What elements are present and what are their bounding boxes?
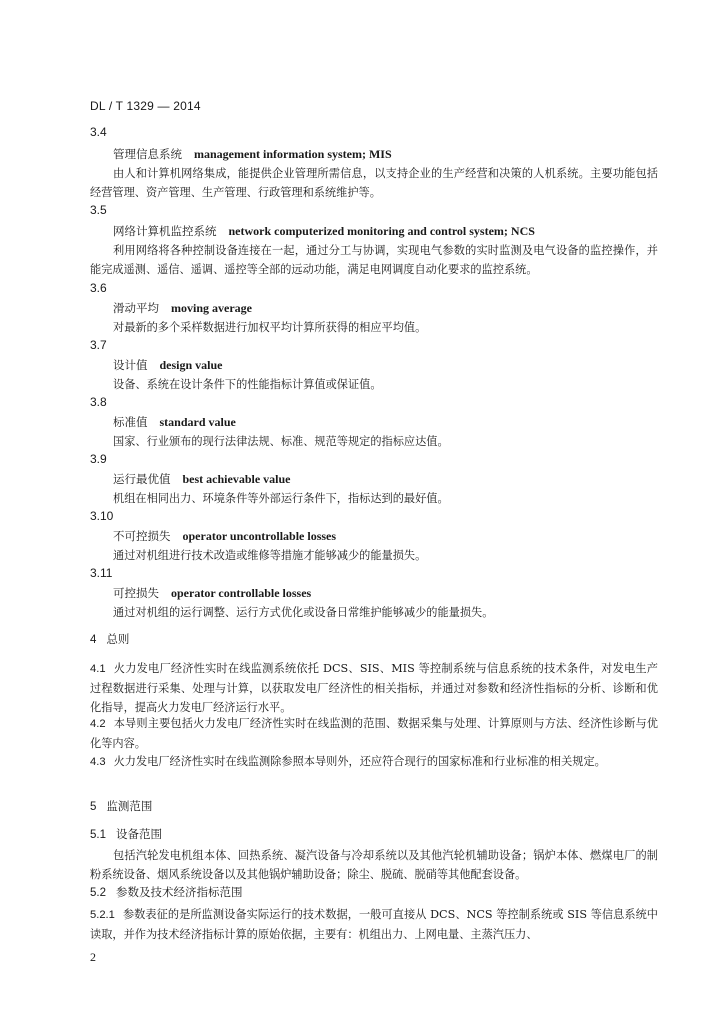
clause-number: 3.5 xyxy=(90,203,107,217)
subsection-heading xyxy=(90,826,162,842)
paragraph-5-1: 包括汽轮发电机组本体、回热系统、凝汽设备与冷却系统以及其他汽轮机辅助设备；锅炉本体、燃煤电厂的制粉系统设备、烟风系统设备以及其他锅炉辅助设备；除尘、脱硫、脱硝等其他配套设备。 xyxy=(90,849,658,881)
term-title xyxy=(113,223,535,239)
clause-number: 3.6 xyxy=(90,281,107,295)
term-chinese: 不可控损失 xyxy=(113,529,171,543)
paragraph-text: 本导则主要包括火力发电厂经济性实时在线监测的范围、数据采集与处理、计算原则与方法、经济性诊断与优化等内容。 xyxy=(90,717,658,750)
section-title: 总则 xyxy=(106,632,130,646)
term-title xyxy=(113,357,223,373)
subsection-number: 5.1 xyxy=(90,829,106,841)
standard-code-header: DL / T 1329 — 2014 xyxy=(90,99,201,113)
section-heading xyxy=(90,631,129,647)
paragraph-4-3 xyxy=(90,752,658,772)
paragraph-number: 4.3 xyxy=(90,756,106,768)
subsection-heading xyxy=(90,884,243,900)
term-title xyxy=(113,585,311,601)
term-definition: 通过对机组的运行调整、运行方式优化或设备日常维护能够减少的能量损失。 xyxy=(113,606,494,619)
term-definition: 设备、系统在设计条件下的性能指标计算值或保证值。 xyxy=(113,378,382,391)
term-definition: 由人和计算机网络集成，能提供企业管理所需信息，以支持企业的生产经营和决策的人机系统。主要功能包括经营管理、资产管理、生产管理、行政管理和系统维护等。 xyxy=(90,167,658,199)
term-chinese: 运行最优值 xyxy=(113,472,171,486)
term-chinese: 标准值 xyxy=(113,415,148,429)
section-number: 4 xyxy=(90,634,97,646)
term-title xyxy=(113,300,252,316)
subsection-title: 设备范围 xyxy=(116,827,162,841)
term-definition: 对最新的多个采样数据进行加权平均计算所获得的相应平均值。 xyxy=(113,321,427,334)
term-title xyxy=(113,414,236,430)
term-chinese: 管理信息系统 xyxy=(113,147,182,161)
term-chinese: 可控损失 xyxy=(113,586,159,600)
term-english: management information system; MIS xyxy=(194,147,392,161)
term-chinese: 设计值 xyxy=(113,358,148,372)
paragraph-number: 4.2 xyxy=(90,718,106,730)
term-definition: 通过对机组进行技术改造或维修等措施才能够减少的能量损失。 xyxy=(113,549,427,562)
subsection-title: 参数及技术经济指标范围 xyxy=(116,885,243,899)
paragraph-4-1 xyxy=(90,659,658,717)
term-english: standard value xyxy=(159,415,236,429)
paragraph-number: 4.1 xyxy=(90,663,106,675)
term-chinese: 滑动平均 xyxy=(113,301,159,315)
term-english: network computerized monitoring and control system; NCS xyxy=(228,224,535,238)
term-title xyxy=(113,528,336,544)
term-title xyxy=(113,471,291,487)
term-definition: 机组在相同出力、环境条件等外部运行条件下，指标达到的最好值。 xyxy=(113,492,449,505)
term-definition: 国家、行业颁布的现行法律法规、标准、规范等规定的指标应达值。 xyxy=(113,435,449,448)
term-title xyxy=(113,146,392,162)
page-number: 2 xyxy=(90,950,96,964)
paragraph-text: 火力发电厂经济性实时在线监测系统依托 DCS、SIS、MIS 等控制系统与信息系统的技术条件，对发电生产过程数据进行采集、处理与计算，以获取发电厂经济性的相关指标，并通过对参数和经济性指标的分析、诊断和优化指导，提高火力发电厂经济运行水平。 xyxy=(90,662,658,714)
term-definition: 利用网络将各种控制设备连接在一起，通过分工与协调，实现电气参数的实时监测及电气设备的监控操作，并能完成遥测、遥信、遥调、遥控等全部的远动功能，满足电网调度自动化要求的监控系统。 xyxy=(90,244,658,276)
clause-number: 3.10 xyxy=(90,509,114,523)
term-english: design value xyxy=(159,358,223,372)
clause-number: 3.11 xyxy=(90,566,113,580)
paragraph-4-2 xyxy=(90,714,658,753)
subsection-number: 5.2 xyxy=(90,887,106,899)
paragraph-text: 火力发电厂经济性实时在线监测除参照本导则外，还应符合现行的国家标准和行业标准的相关规定。 xyxy=(113,755,606,768)
section-title: 监测范围 xyxy=(106,799,153,813)
term-english: best achievable value xyxy=(182,472,291,486)
section-number: 5 xyxy=(90,801,97,813)
clause-number: 3.9 xyxy=(90,452,107,466)
clause-number: 3.8 xyxy=(90,395,107,409)
paragraph-number: 5.2.1 xyxy=(90,909,115,921)
term-chinese: 网络计算机监控系统 xyxy=(113,224,217,238)
paragraph-5-2-1 xyxy=(90,905,658,944)
clause-number: 3.7 xyxy=(90,338,107,352)
section-heading xyxy=(90,798,152,814)
paragraph-text: 参数表征的是所监测设备实际运行的技术数据，一般可直接从 DCS、NCS 等控制系统或 SIS 等信息系统中读取，并作为技术经济指标计算的原始依据，主要有：机组出力、上网电量、主蒸汽压力、 xyxy=(90,908,658,941)
term-english: operator controllable losses xyxy=(171,586,312,600)
term-english: operator uncontrollable losses xyxy=(182,529,337,543)
term-english: moving average xyxy=(171,301,252,315)
clause-number: 3.4 xyxy=(90,125,107,139)
